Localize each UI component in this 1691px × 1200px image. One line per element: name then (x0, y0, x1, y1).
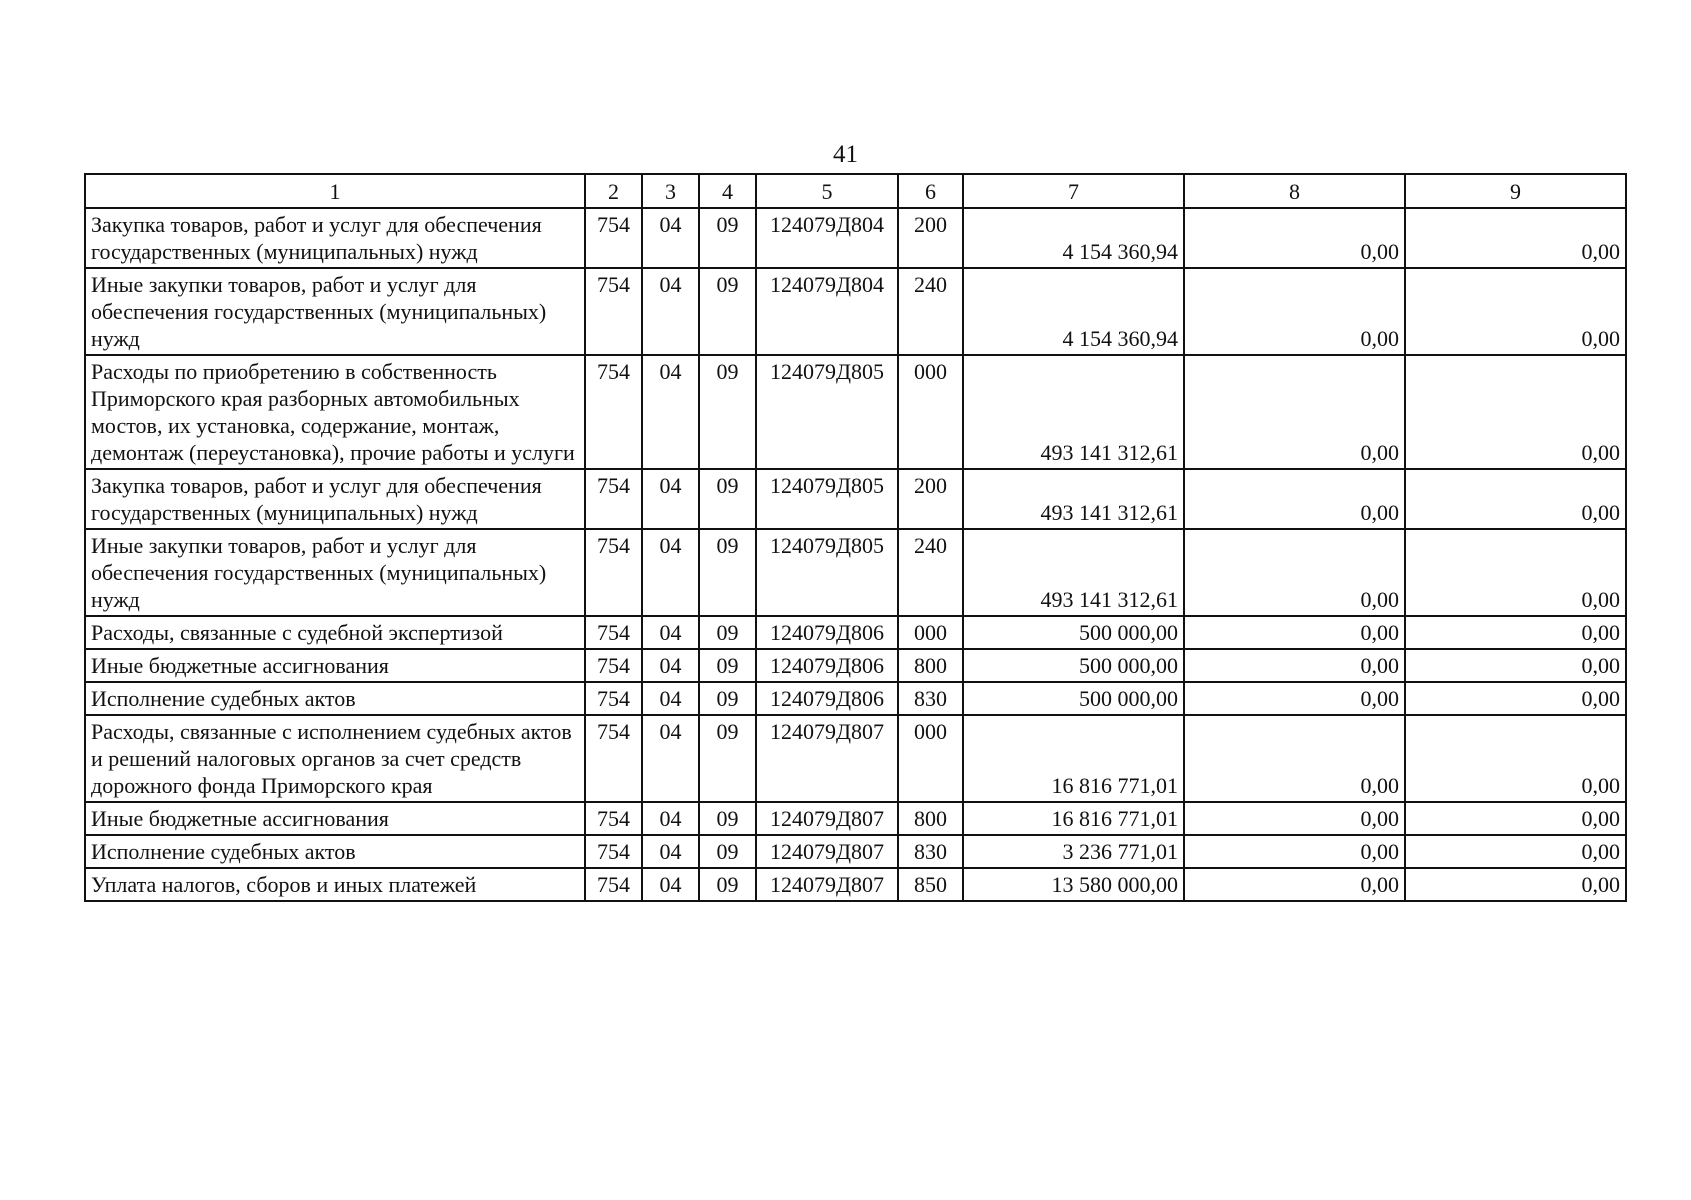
column-header-6: 6 (898, 174, 963, 208)
expense-type-code-cell: 000 (898, 715, 963, 802)
section-code-cell: 04 (642, 715, 699, 802)
table-row (85, 616, 1626, 649)
row-name-cell: Закупка товаров, работ и услуг для обеспечения государственных (муниципальных) нужд (85, 469, 585, 529)
amount-year-2-cell: 0,00 (1184, 868, 1405, 901)
amount-year-2-cell: 0,00 (1184, 835, 1405, 868)
amount-year-2-cell: 0,00 (1184, 469, 1405, 529)
amount-year-2-cell: 0,00 (1184, 802, 1405, 835)
table-row (85, 682, 1626, 715)
amount-year-2-cell: 0,00 (1184, 682, 1405, 715)
ministry-code-cell: 754 (585, 469, 642, 529)
subsection-code-cell: 09 (699, 802, 756, 835)
row-name-cell: Иные закупки товаров, работ и услуг для обеспечения государственных (муниципальных) нужд (85, 268, 585, 355)
expense-type-code-cell: 000 (898, 355, 963, 469)
table-row (85, 529, 1626, 616)
row-name-cell: Уплата налогов, сборов и иных платежей (85, 868, 585, 901)
amount-year-2-cell: 0,00 (1184, 529, 1405, 616)
section-code-cell: 04 (642, 355, 699, 469)
page-number: 41 (833, 141, 858, 168)
row-name-cell: Иные бюджетные ассигнования (85, 649, 585, 682)
section-code-cell: 04 (642, 268, 699, 355)
ministry-code-cell: 754 (585, 868, 642, 901)
table-body (85, 208, 1626, 901)
expense-type-code-cell: 800 (898, 802, 963, 835)
amount-year-2-cell: 0,00 (1184, 355, 1405, 469)
expense-type-code-cell: 830 (898, 682, 963, 715)
row-name-cell: Иные бюджетные ассигнования (85, 802, 585, 835)
amount-year-3-cell: 0,00 (1405, 715, 1626, 802)
section-code-cell: 04 (642, 529, 699, 616)
column-header-7: 7 (963, 174, 1184, 208)
ministry-code-cell: 754 (585, 208, 642, 268)
target-article-code-cell: 124079Д804 (756, 268, 898, 355)
expense-type-code-cell: 200 (898, 469, 963, 529)
expense-type-code-cell: 000 (898, 616, 963, 649)
target-article-code-cell: 124079Д807 (756, 715, 898, 802)
amount-year-1-cell: 500 000,00 (963, 616, 1184, 649)
section-code-cell: 04 (642, 868, 699, 901)
amount-year-3-cell: 0,00 (1405, 355, 1626, 469)
amount-year-3-cell: 0,00 (1405, 208, 1626, 268)
subsection-code-cell: 09 (699, 715, 756, 802)
subsection-code-cell: 09 (699, 616, 756, 649)
amount-year-3-cell: 0,00 (1405, 868, 1626, 901)
table-row (85, 469, 1626, 529)
subsection-code-cell: 09 (699, 682, 756, 715)
amount-year-1-cell: 4 154 360,94 (963, 208, 1184, 268)
column-header-9: 9 (1405, 174, 1626, 208)
row-name-cell: Расходы по приобретению в собственность Приморского края разборных автомобильных мостов, их установка, содержание, монтаж, демонтаж (переустановка), прочие работы и услуги (85, 355, 585, 469)
ministry-code-cell: 754 (585, 355, 642, 469)
amount-year-3-cell: 0,00 (1405, 268, 1626, 355)
table-row (85, 802, 1626, 835)
section-code-cell: 04 (642, 802, 699, 835)
subsection-code-cell: 09 (699, 868, 756, 901)
section-code-cell: 04 (642, 649, 699, 682)
table-row (85, 268, 1626, 355)
ministry-code-cell: 754 (585, 802, 642, 835)
header-row (85, 174, 1626, 208)
target-article-code-cell: 124079Д805 (756, 469, 898, 529)
table-row (85, 835, 1626, 868)
column-header-5: 5 (756, 174, 898, 208)
amount-year-1-cell: 500 000,00 (963, 682, 1184, 715)
amount-year-3-cell: 0,00 (1405, 835, 1626, 868)
amount-year-1-cell: 13 580 000,00 (963, 868, 1184, 901)
amount-year-1-cell: 500 000,00 (963, 649, 1184, 682)
subsection-code-cell: 09 (699, 469, 756, 529)
amount-year-2-cell: 0,00 (1184, 649, 1405, 682)
table-row (85, 355, 1626, 469)
amount-year-1-cell: 493 141 312,61 (963, 355, 1184, 469)
expense-type-code-cell: 800 (898, 649, 963, 682)
column-header-8: 8 (1184, 174, 1405, 208)
ministry-code-cell: 754 (585, 616, 642, 649)
ministry-code-cell: 754 (585, 715, 642, 802)
ministry-code-cell: 754 (585, 529, 642, 616)
amount-year-1-cell: 493 141 312,61 (963, 529, 1184, 616)
amount-year-1-cell: 16 816 771,01 (963, 802, 1184, 835)
target-article-code-cell: 124079Д806 (756, 649, 898, 682)
expense-type-code-cell: 830 (898, 835, 963, 868)
table-row (85, 715, 1626, 802)
target-article-code-cell: 124079Д807 (756, 802, 898, 835)
row-name-cell: Иные закупки товаров, работ и услуг для обеспечения государственных (муниципальных) нужд (85, 529, 585, 616)
section-code-cell: 04 (642, 682, 699, 715)
expense-type-code-cell: 850 (898, 868, 963, 901)
section-code-cell: 04 (642, 208, 699, 268)
row-name-cell: Расходы, связанные с исполнением судебных актов и решений налоговых органов за счет средств дорожного фонда Приморского края (85, 715, 585, 802)
subsection-code-cell: 09 (699, 529, 756, 616)
target-article-code-cell: 124079Д806 (756, 682, 898, 715)
target-article-code-cell: 124079Д807 (756, 868, 898, 901)
amount-year-3-cell: 0,00 (1405, 469, 1626, 529)
amount-year-2-cell: 0,00 (1184, 715, 1405, 802)
ministry-code-cell: 754 (585, 682, 642, 715)
target-article-code-cell: 124079Д804 (756, 208, 898, 268)
amount-year-3-cell: 0,00 (1405, 649, 1626, 682)
expense-type-code-cell: 240 (898, 268, 963, 355)
amount-year-3-cell: 0,00 (1405, 616, 1626, 649)
table-row (85, 649, 1626, 682)
column-header-4: 4 (699, 174, 756, 208)
table-row (85, 208, 1626, 268)
target-article-code-cell: 124079Д807 (756, 835, 898, 868)
amount-year-1-cell: 16 816 771,01 (963, 715, 1184, 802)
amount-year-2-cell: 0,00 (1184, 616, 1405, 649)
ministry-code-cell: 754 (585, 649, 642, 682)
table-row (85, 868, 1626, 901)
expense-type-code-cell: 240 (898, 529, 963, 616)
budget-table (84, 173, 1627, 902)
section-code-cell: 04 (642, 469, 699, 529)
amount-year-1-cell: 3 236 771,01 (963, 835, 1184, 868)
ministry-code-cell: 754 (585, 835, 642, 868)
row-name-cell: Расходы, связанные с судебной экспертизой (85, 616, 585, 649)
amount-year-1-cell: 4 154 360,94 (963, 268, 1184, 355)
row-name-cell: Исполнение судебных актов (85, 682, 585, 715)
subsection-code-cell: 09 (699, 835, 756, 868)
amount-year-3-cell: 0,00 (1405, 802, 1626, 835)
table-header (85, 174, 1626, 208)
expense-type-code-cell: 200 (898, 208, 963, 268)
row-name-cell: Исполнение судебных актов (85, 835, 585, 868)
amount-year-3-cell: 0,00 (1405, 682, 1626, 715)
row-name-cell: Закупка товаров, работ и услуг для обеспечения государственных (муниципальных) нужд (85, 208, 585, 268)
amount-year-3-cell: 0,00 (1405, 529, 1626, 616)
column-header-3: 3 (642, 174, 699, 208)
target-article-code-cell: 124079Д805 (756, 529, 898, 616)
subsection-code-cell: 09 (699, 208, 756, 268)
subsection-code-cell: 09 (699, 355, 756, 469)
section-code-cell: 04 (642, 835, 699, 868)
section-code-cell: 04 (642, 616, 699, 649)
target-article-code-cell: 124079Д806 (756, 616, 898, 649)
target-article-code-cell: 124079Д805 (756, 355, 898, 469)
column-header-2: 2 (585, 174, 642, 208)
subsection-code-cell: 09 (699, 268, 756, 355)
column-header-1: 1 (85, 174, 585, 208)
amount-year-2-cell: 0,00 (1184, 208, 1405, 268)
subsection-code-cell: 09 (699, 649, 756, 682)
amount-year-2-cell: 0,00 (1184, 268, 1405, 355)
amount-year-1-cell: 493 141 312,61 (963, 469, 1184, 529)
ministry-code-cell: 754 (585, 268, 642, 355)
